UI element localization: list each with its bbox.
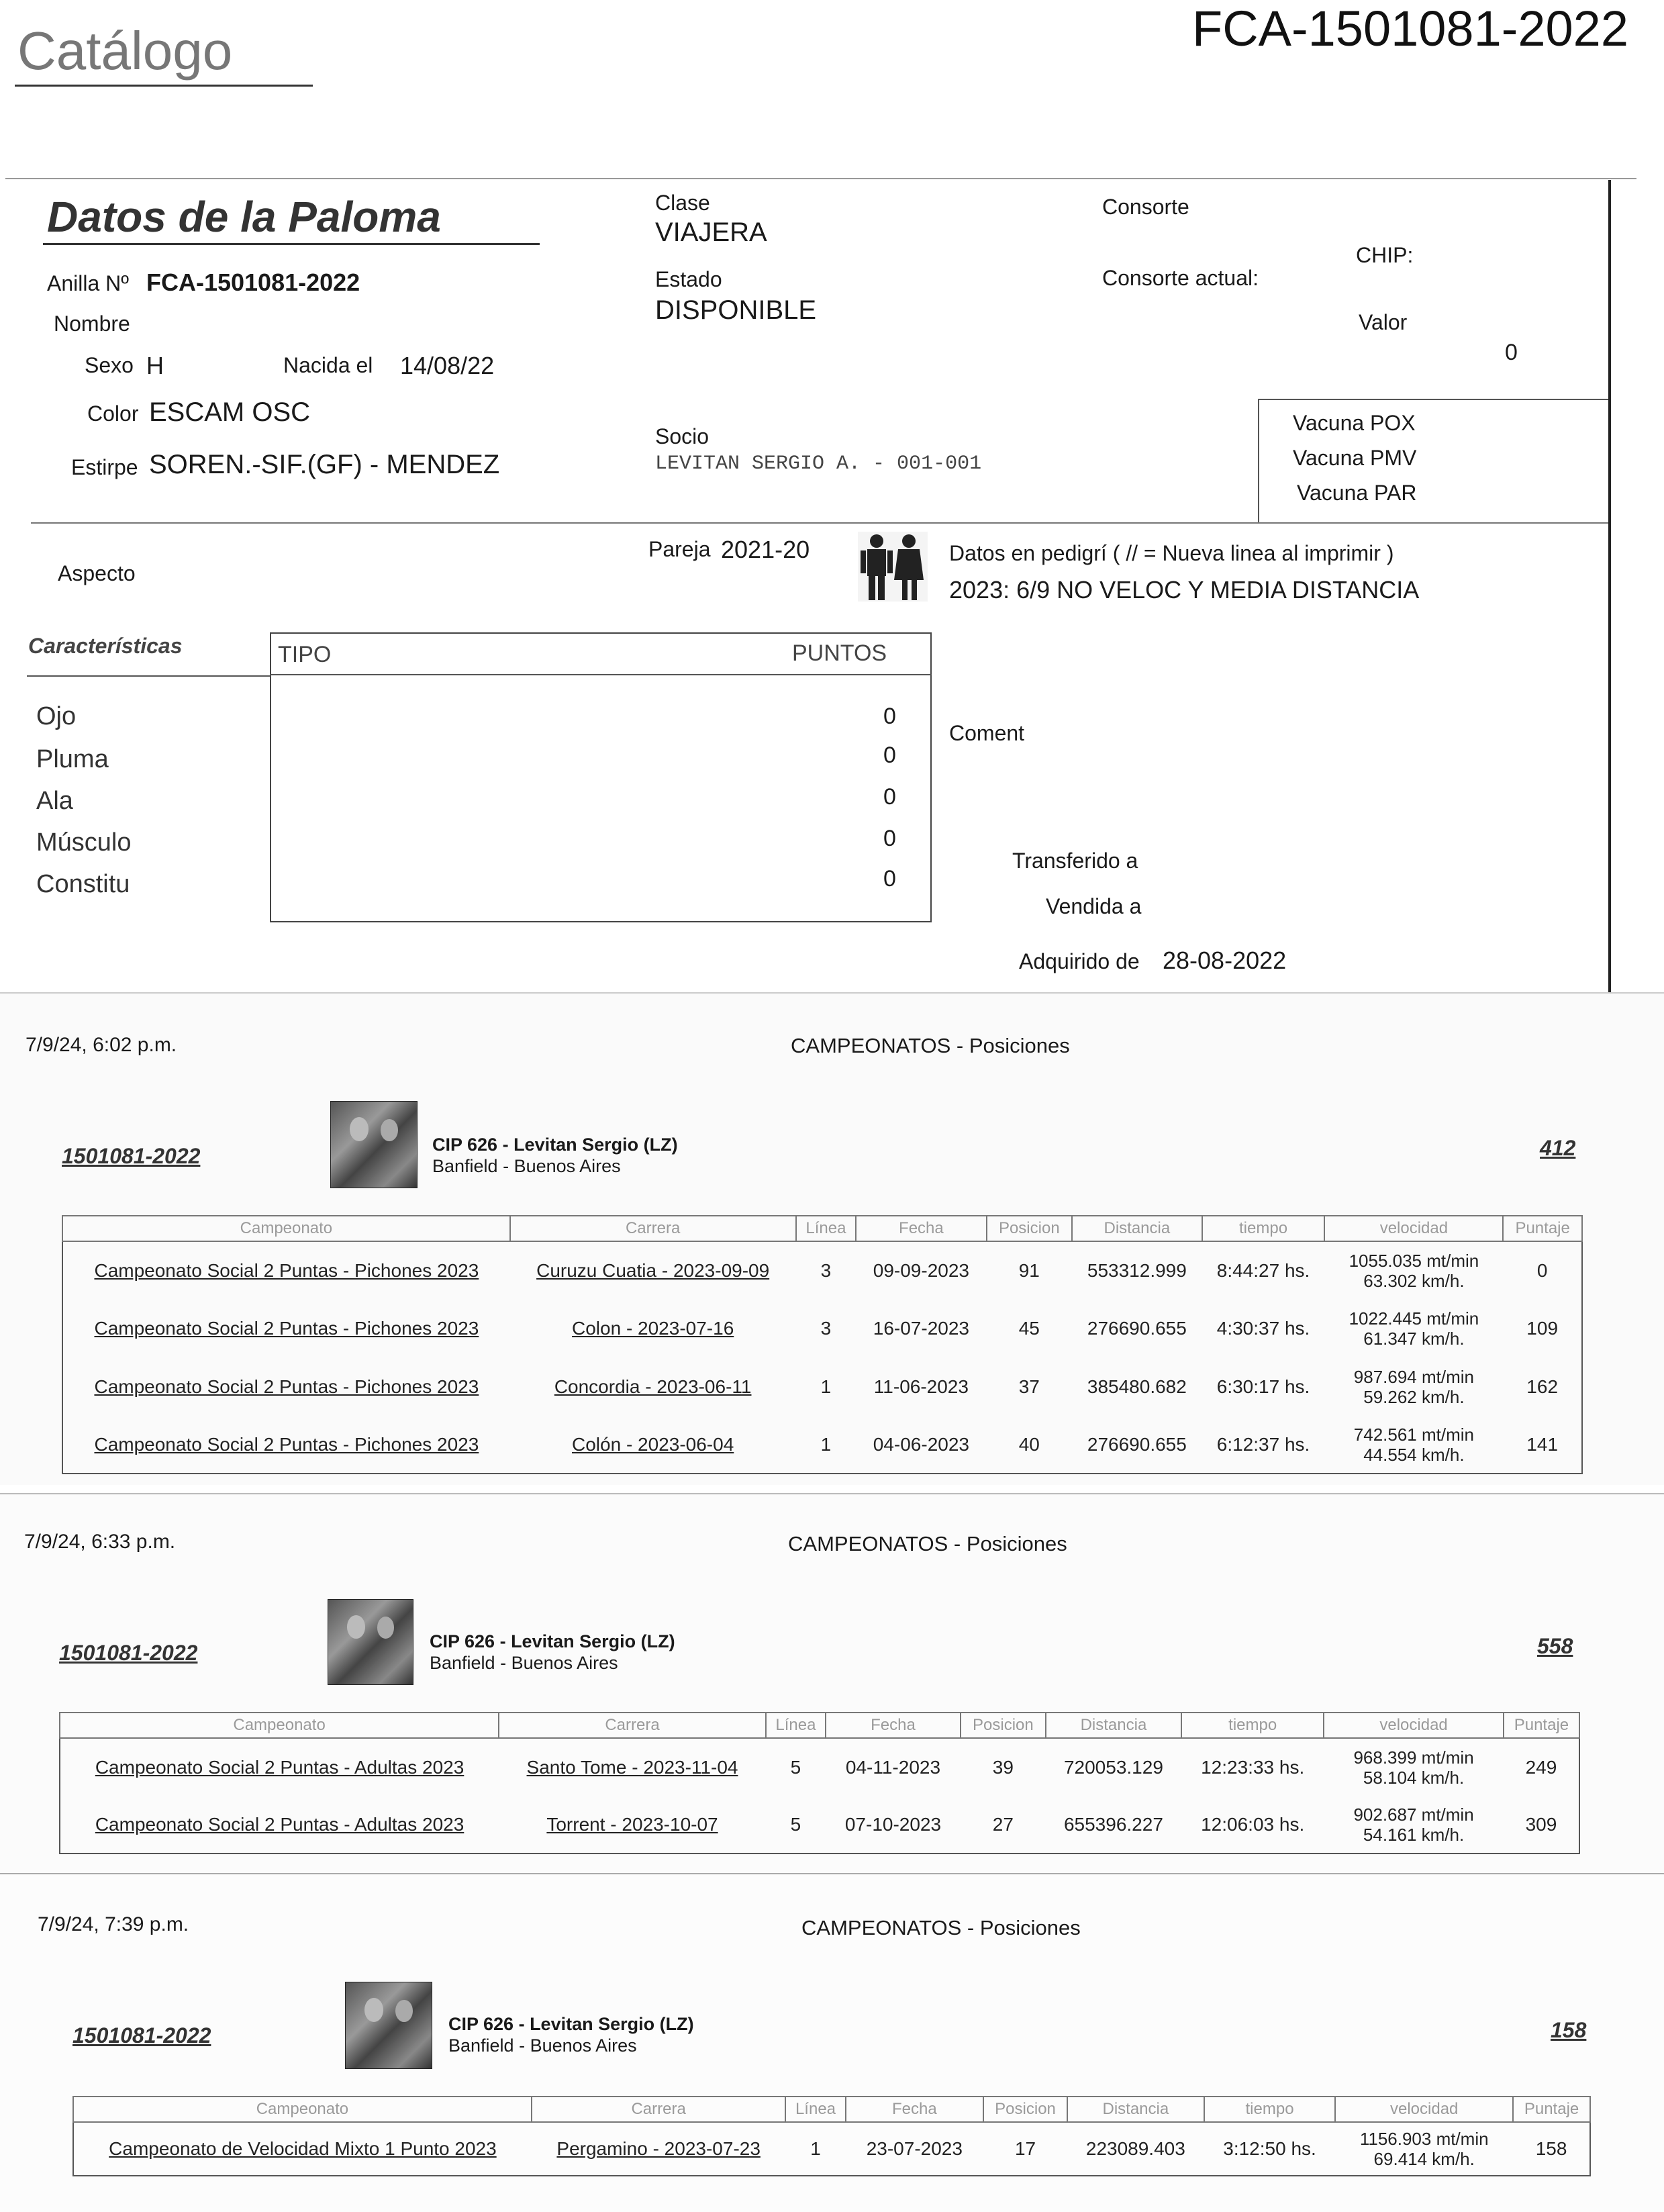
fecha-cell: 16-07-2023 bbox=[873, 1317, 969, 1339]
campeonato-link[interactable]: Campeonato de Velocidad Mixto 1 Punto 2023 bbox=[109, 2138, 497, 2159]
estado-value: DISPONIBLE bbox=[655, 295, 817, 325]
puntos-header: PUNTOS bbox=[792, 640, 887, 666]
col-linea: Línea bbox=[796, 1216, 857, 1241]
report-location: Banfield - Buenos Aires bbox=[430, 1653, 618, 1673]
col-velocidad: velocidad bbox=[1324, 1216, 1503, 1241]
char-ala-points: 0 bbox=[883, 784, 896, 810]
tiempo-cell: 12:06:03 hs. bbox=[1201, 1813, 1305, 1835]
table-row bbox=[62, 1357, 1582, 1416]
estirpe-value: SOREN.-SIF.(GF) - MENDEZ bbox=[149, 450, 500, 479]
consorte-actual-label: Consorte actual: bbox=[1102, 266, 1259, 290]
posicion-cell: 37 bbox=[1018, 1376, 1040, 1397]
char-ojo-points: 0 bbox=[883, 704, 896, 729]
report-title: CAMPEONATOS - Posiciones bbox=[791, 1034, 1070, 1057]
consorte-label: Consorte bbox=[1102, 195, 1189, 219]
velocidad-mt: 1156.903 mt/min bbox=[1359, 2129, 1489, 2149]
campeonato-link[interactable]: Campeonato Social 2 Puntas - Pichones 2023 bbox=[94, 1376, 479, 1397]
puntaje-cell: 141 bbox=[1526, 1433, 1559, 1455]
owner-photo bbox=[345, 1982, 432, 2069]
velocidad-cell bbox=[1324, 1357, 1503, 1416]
form-mid-divider bbox=[31, 522, 1608, 524]
fecha-cell: 23-07-2023 bbox=[866, 2138, 963, 2159]
col-distancia: Distancia bbox=[1067, 2097, 1204, 2122]
anilla-value: FCA-1501081-2022 bbox=[146, 269, 360, 296]
valor-value: 0 bbox=[1505, 340, 1518, 365]
velocidad-km: 63.302 km/h. bbox=[1363, 1270, 1465, 1291]
report-location: Banfield - Buenos Aires bbox=[448, 2035, 637, 2056]
col-carrera: Carrera bbox=[510, 1216, 796, 1241]
fecha-cell: 04-11-2023 bbox=[845, 1756, 941, 1778]
velocidad-cell bbox=[1324, 1416, 1503, 1474]
table-row bbox=[62, 1416, 1582, 1474]
color-value: ESCAM OSC bbox=[149, 397, 311, 427]
velocidad-mt: 968.399 mt/min bbox=[1353, 1747, 1474, 1768]
char-constitu-label: Constitu bbox=[36, 870, 130, 898]
tiempo-cell: 6:12:37 hs. bbox=[1216, 1433, 1310, 1455]
velocidad-km: 61.347 km/h. bbox=[1363, 1328, 1465, 1349]
sexo-value: H bbox=[146, 352, 164, 379]
tiempo-cell: 6:30:17 hs. bbox=[1216, 1376, 1310, 1397]
char-musculo-label: Músculo bbox=[36, 828, 132, 857]
estirpe-label: Estirpe bbox=[71, 455, 138, 479]
anilla-label: Anilla Nº bbox=[47, 271, 129, 295]
form-title-underline bbox=[43, 243, 540, 245]
report-total-link[interactable]: 158 bbox=[1551, 2018, 1587, 2042]
col-tiempo: tiempo bbox=[1204, 2097, 1336, 2122]
report-owner: CIP 626 - Levitan Sergio (LZ) bbox=[448, 2014, 694, 2034]
adquirido-value: 28-08-2022 bbox=[1163, 947, 1287, 974]
velocidad-mt: 1055.035 mt/min bbox=[1349, 1250, 1479, 1271]
char-ala-label: Ala bbox=[36, 787, 73, 815]
velocidad-km: 58.104 km/h. bbox=[1363, 1767, 1465, 1788]
tiempo-cell: 4:30:37 hs. bbox=[1216, 1317, 1310, 1339]
puntaje-cell: 162 bbox=[1526, 1376, 1559, 1397]
velocidad-mt: 742.561 mt/min bbox=[1353, 1424, 1474, 1445]
campeonato-link[interactable]: Campeonato Social 2 Puntas - Adultas 2023 bbox=[95, 1813, 464, 1835]
puntaje-cell: 0 bbox=[1536, 1259, 1548, 1281]
report-ring-link[interactable]: 1501081-2022 bbox=[72, 2023, 211, 2048]
carrera-link[interactable]: Colon - 2023-07-16 bbox=[572, 1317, 734, 1339]
velocidad-mt: 1022.445 mt/min bbox=[1349, 1308, 1479, 1329]
report-title: CAMPEONATOS - Posiciones bbox=[788, 1532, 1067, 1555]
sexo-label: Sexo bbox=[85, 353, 134, 377]
carrera-link[interactable]: Santo Tome - 2023-11-04 bbox=[526, 1756, 738, 1778]
positions-table bbox=[59, 1712, 1580, 1854]
posicion-cell: 40 bbox=[1018, 1433, 1040, 1455]
table-header-row bbox=[60, 1713, 1579, 1738]
tiempo-cell: 3:12:50 hs. bbox=[1223, 2138, 1316, 2159]
pedigri-label: Datos en pedigrí ( // = Nueva linea al imprimir ) bbox=[949, 541, 1394, 565]
char-ojo-label: Ojo bbox=[36, 702, 77, 730]
vacuna-pox: Vacuna POX bbox=[1293, 411, 1416, 435]
linea-cell: 3 bbox=[820, 1259, 832, 1281]
positions-table bbox=[62, 1215, 1583, 1474]
linea-cell: 1 bbox=[810, 2138, 821, 2159]
velocidad-cell bbox=[1335, 2122, 1513, 2176]
table-row bbox=[73, 2122, 1590, 2176]
col-carrera: Carrera bbox=[532, 2097, 786, 2122]
col-puntaje: Puntaje bbox=[1504, 1713, 1579, 1738]
campeonato-link[interactable]: Campeonato Social 2 Puntas - Pichones 2023 bbox=[94, 1259, 479, 1281]
posicion-cell: 39 bbox=[992, 1756, 1014, 1778]
puntaje-cell: 158 bbox=[1535, 2138, 1567, 2159]
socio-label: Socio bbox=[655, 424, 709, 448]
col-distancia: Distancia bbox=[1072, 1216, 1202, 1241]
linea-cell: 5 bbox=[790, 1756, 801, 1778]
linea-cell: 1 bbox=[820, 1433, 832, 1455]
col-puntaje: Puntaje bbox=[1513, 2097, 1590, 2122]
table-row bbox=[60, 1796, 1579, 1854]
posicion-cell: 27 bbox=[992, 1813, 1014, 1835]
velocidad-mt: 902.687 mt/min bbox=[1353, 1804, 1474, 1825]
campeonato-link[interactable]: Campeonato Social 2 Puntas - Pichones 2023 bbox=[94, 1433, 479, 1455]
carrera-link[interactable]: Concordia - 2023-06-11 bbox=[554, 1376, 752, 1397]
velocidad-cell bbox=[1324, 1738, 1504, 1796]
distancia-cell: 655396.227 bbox=[1063, 1813, 1163, 1835]
table-row bbox=[62, 1241, 1582, 1299]
report-title: CAMPEONATOS - Posiciones bbox=[801, 1916, 1081, 1939]
caracteristicas-table bbox=[270, 632, 932, 922]
puntaje-cell: 109 bbox=[1526, 1317, 1559, 1339]
form-title: Datos de la Paloma bbox=[47, 193, 441, 241]
fecha-cell: 07-10-2023 bbox=[844, 1813, 942, 1835]
col-fecha: Fecha bbox=[856, 1216, 986, 1241]
nacida-value: 14/08/22 bbox=[400, 352, 495, 379]
aspecto-label: Aspecto bbox=[58, 561, 136, 585]
col-tiempo: tiempo bbox=[1202, 1216, 1325, 1241]
pareja-label: Pareja bbox=[648, 537, 711, 561]
nacida-label: Nacida el bbox=[283, 353, 373, 377]
table-header-row bbox=[62, 1216, 1582, 1241]
report-sheet-1 bbox=[0, 992, 1664, 1485]
report-timestamp: 7/9/24, 6:02 p.m. bbox=[26, 1034, 177, 1056]
col-distancia: Distancia bbox=[1046, 1713, 1181, 1738]
pareja-value: 2021-20 bbox=[721, 536, 810, 563]
col-puntaje: Puntaje bbox=[1503, 1216, 1582, 1241]
col-linea: Línea bbox=[785, 2097, 845, 2122]
velocidad-cell bbox=[1324, 1299, 1503, 1357]
table-row bbox=[62, 1299, 1582, 1357]
couple-icon bbox=[858, 532, 928, 602]
report-total-link[interactable]: 412 bbox=[1540, 1136, 1576, 1160]
velocidad-km: 69.414 km/h. bbox=[1373, 2149, 1475, 2169]
distancia-cell: 385480.682 bbox=[1087, 1376, 1187, 1397]
carrera-link[interactable]: Torrent - 2023-10-07 bbox=[546, 1813, 718, 1835]
catalog-label: Catálogo bbox=[17, 21, 233, 81]
col-campeonato: Campeonato bbox=[62, 1216, 510, 1241]
positions-table bbox=[72, 2096, 1591, 2176]
fecha-cell: 11-06-2023 bbox=[873, 1376, 969, 1397]
linea-cell: 3 bbox=[820, 1317, 832, 1339]
chip-label: CHIP: bbox=[1356, 243, 1414, 267]
report-timestamp: 7/9/24, 7:39 p.m. bbox=[38, 1913, 189, 1935]
owner-photo bbox=[328, 1599, 413, 1685]
transferido-label: Transferido a bbox=[1012, 849, 1138, 873]
report-ring-link[interactable]: 1501081-2022 bbox=[62, 1144, 201, 1168]
pedigri-value: 2023: 6/9 NO VELOC Y MEDIA DISTANCIA bbox=[949, 576, 1420, 604]
linea-cell: 5 bbox=[790, 1813, 801, 1835]
char-pluma-points: 0 bbox=[883, 742, 896, 768]
puntaje-cell: 309 bbox=[1525, 1813, 1557, 1835]
report-sheet-2 bbox=[0, 1493, 1664, 1873]
fecha-cell: 09-09-2023 bbox=[873, 1259, 969, 1281]
report-owner: CIP 626 - Levitan Sergio (LZ) bbox=[430, 1631, 675, 1651]
estado-label: Estado bbox=[655, 267, 722, 291]
carrera-link[interactable]: Curuzu Cuatia - 2023-09-09 bbox=[536, 1259, 770, 1281]
fecha-cell: 04-06-2023 bbox=[873, 1433, 969, 1455]
report-total-link[interactable]: 558 bbox=[1537, 1634, 1573, 1658]
char-musculo-points: 0 bbox=[883, 826, 896, 851]
velocidad-cell bbox=[1324, 1796, 1504, 1854]
carrera-link[interactable]: Colón - 2023-06-04 bbox=[572, 1433, 734, 1455]
col-velocidad: velocidad bbox=[1324, 1713, 1504, 1738]
report-ring-link[interactable]: 1501081-2022 bbox=[59, 1641, 198, 1665]
clase-value: VIAJERA bbox=[655, 218, 767, 247]
linea-cell: 1 bbox=[820, 1376, 832, 1397]
col-posicion: Posicion bbox=[987, 1216, 1073, 1241]
distancia-cell: 223089.403 bbox=[1085, 2138, 1185, 2159]
catalog-underline bbox=[15, 85, 313, 87]
col-posicion: Posicion bbox=[961, 1713, 1046, 1738]
tipo-header: TIPO bbox=[278, 642, 332, 667]
vacuna-box-left bbox=[1258, 399, 1259, 522]
valor-label: Valor bbox=[1359, 310, 1408, 334]
col-carrera: Carrera bbox=[499, 1713, 766, 1738]
col-campeonato: Campeonato bbox=[60, 1713, 499, 1738]
char-constitu-points: 0 bbox=[883, 866, 896, 892]
campeonato-link[interactable]: Campeonato Social 2 Puntas - Adultas 2023 bbox=[95, 1756, 464, 1778]
tiempo-cell: 8:44:27 hs. bbox=[1216, 1259, 1310, 1281]
table-row bbox=[60, 1738, 1579, 1796]
report-owner: CIP 626 - Levitan Sergio (LZ) bbox=[432, 1135, 678, 1155]
form-right-border bbox=[1608, 180, 1611, 1002]
form-top-border bbox=[5, 178, 1636, 179]
tiempo-cell: 12:23:33 hs. bbox=[1201, 1756, 1305, 1778]
carrera-link[interactable]: Pergamino - 2023-07-23 bbox=[556, 2138, 761, 2159]
coment-label: Coment bbox=[949, 721, 1025, 745]
posicion-cell: 45 bbox=[1018, 1317, 1040, 1339]
ring-code-header: FCA-1501081-2022 bbox=[1192, 1, 1628, 56]
col-posicion: Posicion bbox=[983, 2097, 1067, 2122]
socio-value: LEVITAN SERGIO A. - 001-001 bbox=[655, 452, 982, 475]
report-timestamp: 7/9/24, 6:33 p.m. bbox=[24, 1531, 176, 1553]
col-tiempo: tiempo bbox=[1181, 1713, 1324, 1738]
distancia-cell: 553312.999 bbox=[1087, 1259, 1187, 1281]
color-label: Color bbox=[87, 401, 139, 426]
report-sheet-3 bbox=[0, 1873, 1664, 2212]
col-velocidad: velocidad bbox=[1335, 2097, 1513, 2122]
col-fecha: Fecha bbox=[826, 1713, 961, 1738]
velocidad-km: 59.262 km/h. bbox=[1363, 1386, 1465, 1407]
velocidad-cell bbox=[1324, 1241, 1503, 1299]
col-campeonato: Campeonato bbox=[73, 2097, 532, 2122]
velocidad-km: 44.554 km/h. bbox=[1363, 1444, 1465, 1465]
campeonato-link[interactable]: Campeonato Social 2 Puntas - Pichones 2023 bbox=[94, 1317, 479, 1339]
report-location: Banfield - Buenos Aires bbox=[432, 1156, 621, 1176]
caracteristicas-underline bbox=[27, 675, 271, 677]
distancia-cell: 276690.655 bbox=[1087, 1433, 1187, 1455]
nombre-label: Nombre bbox=[54, 311, 130, 336]
puntaje-cell: 249 bbox=[1525, 1756, 1557, 1778]
table-header-row bbox=[73, 2097, 1590, 2122]
vendida-label: Vendida a bbox=[1046, 894, 1142, 918]
posicion-cell: 17 bbox=[1014, 2138, 1036, 2159]
distancia-cell: 276690.655 bbox=[1087, 1317, 1187, 1339]
owner-photo bbox=[330, 1101, 418, 1188]
vacuna-par: Vacuna PAR bbox=[1297, 481, 1417, 505]
clase-label: Clase bbox=[655, 191, 710, 215]
col-fecha: Fecha bbox=[846, 2097, 984, 2122]
char-pluma-label: Pluma bbox=[36, 745, 109, 773]
caracteristicas-label: Características bbox=[28, 634, 183, 658]
vacuna-pmv: Vacuna PMV bbox=[1293, 446, 1417, 470]
velocidad-km: 54.161 km/h. bbox=[1363, 1824, 1465, 1845]
vacuna-box-top bbox=[1258, 399, 1608, 400]
posicion-cell: 91 bbox=[1018, 1259, 1040, 1281]
distancia-cell: 720053.129 bbox=[1063, 1756, 1163, 1778]
velocidad-mt: 987.694 mt/min bbox=[1353, 1366, 1474, 1387]
adquirido-label: Adquirido de bbox=[1019, 949, 1140, 973]
caracteristicas-header-line bbox=[270, 674, 932, 675]
col-linea: Línea bbox=[766, 1713, 826, 1738]
